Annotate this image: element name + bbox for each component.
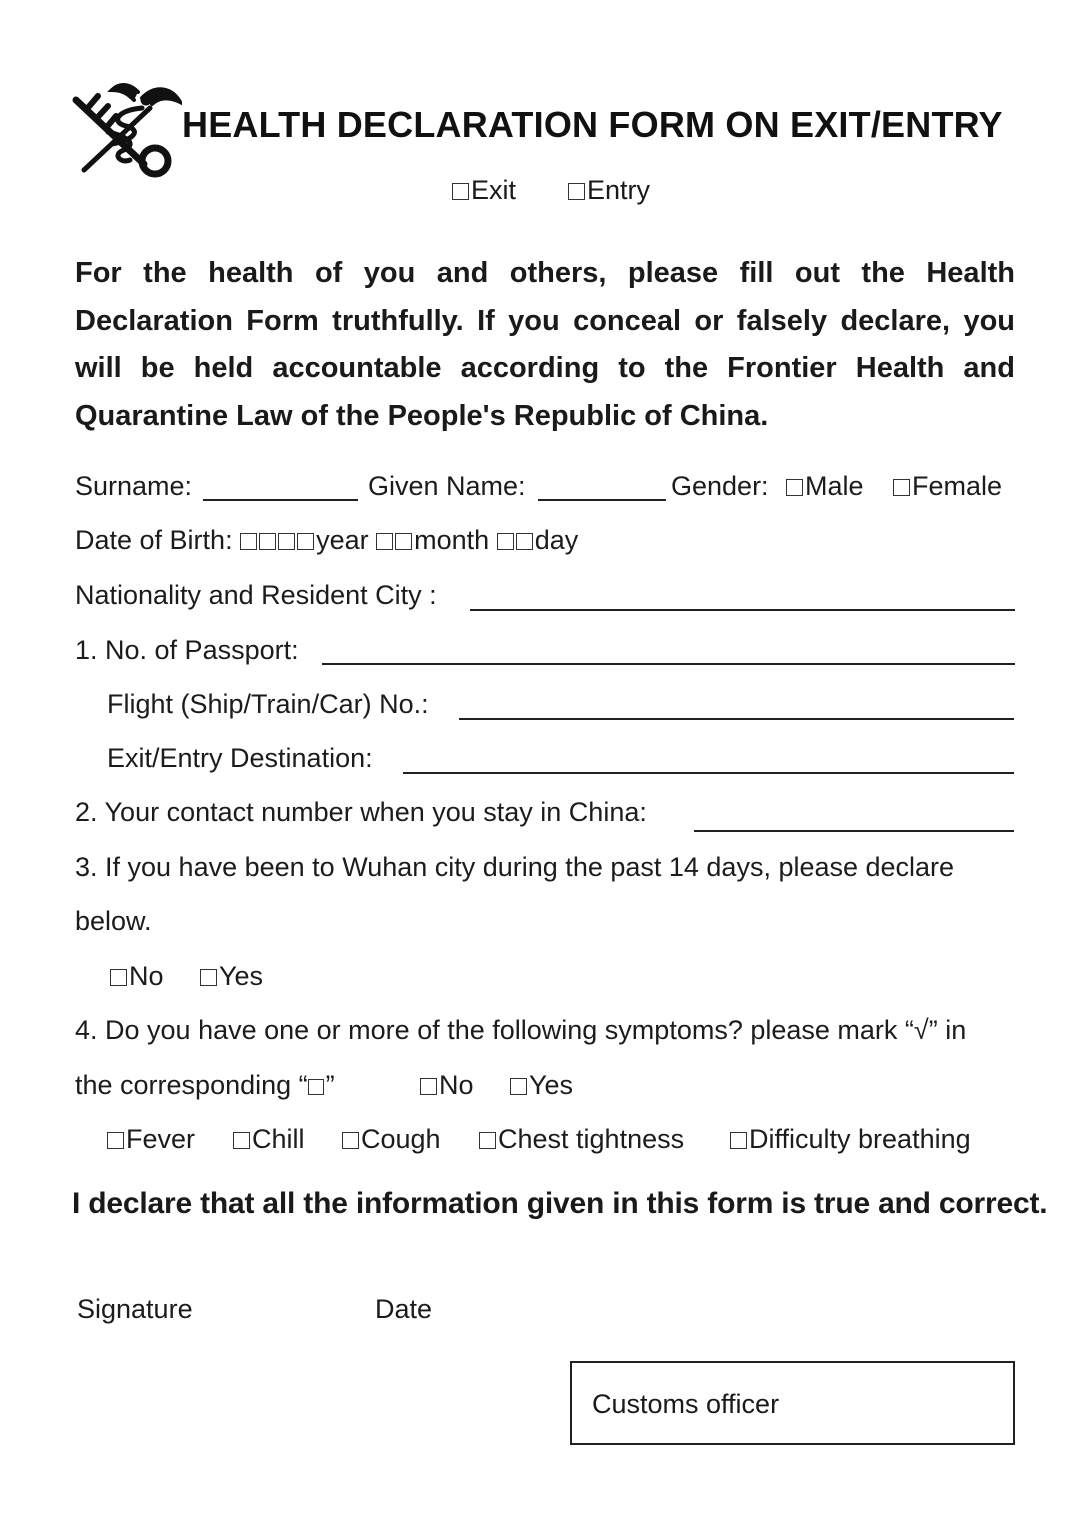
entry-label: Entry: [587, 175, 651, 205]
symptom-label: Chest tightness: [498, 1124, 685, 1154]
male-option[interactable]: [786, 471, 864, 502]
symptoms-yes-checkbox[interactable]: [510, 1078, 527, 1095]
symptom-fever[interactable]: [107, 1124, 195, 1155]
entry-checkbox[interactable]: [568, 183, 585, 200]
customs-emblem-icon: [72, 78, 182, 186]
surname-field[interactable]: [203, 499, 358, 501]
date-of-birth-row: [75, 525, 578, 556]
year-digit-box[interactable]: [240, 533, 257, 550]
gender-label: Gender:: [671, 471, 769, 501]
symptoms-yes-label: Yes: [529, 1070, 574, 1100]
destination-field[interactable]: [403, 772, 1014, 774]
exit-label: Exit: [471, 175, 517, 205]
symptoms-no-checkbox[interactable]: [420, 1078, 437, 1095]
chest-tightness-checkbox[interactable]: [479, 1132, 496, 1149]
chill-checkbox[interactable]: [233, 1132, 250, 1149]
date-label: Date: [375, 1294, 433, 1324]
male-label: Male: [805, 471, 864, 501]
given-name-field[interactable]: [538, 499, 666, 501]
year-digit-box[interactable]: [259, 533, 276, 550]
symptom-chill[interactable]: [233, 1124, 305, 1155]
dob-label: Date of Birth:: [75, 525, 233, 555]
month-digit-box[interactable]: [395, 533, 412, 550]
month-label: month: [414, 525, 490, 555]
female-label: Female: [912, 471, 1003, 501]
month-digit-box[interactable]: [376, 533, 393, 550]
wuhan-no-checkbox[interactable]: [110, 969, 127, 986]
wuhan-yes-label: Yes: [219, 961, 264, 991]
symptoms-no-option[interactable]: [420, 1070, 474, 1101]
flight-field[interactable]: [459, 718, 1014, 720]
wuhan-no-label: No: [129, 961, 164, 991]
female-checkbox[interactable]: [893, 479, 910, 496]
symptoms-yes-option[interactable]: [510, 1070, 573, 1101]
male-checkbox[interactable]: [786, 479, 803, 496]
symptom-label: Fever: [126, 1124, 196, 1154]
declaration-statement: I declare that all the information given in this form is true and correct.: [72, 1187, 1048, 1220]
day-digit-box[interactable]: [497, 533, 514, 550]
year-digit-box[interactable]: [297, 533, 314, 550]
symptoms-no-label: No: [439, 1070, 474, 1100]
checkbox-glyph-example: [308, 1079, 324, 1095]
exit-option[interactable]: [452, 175, 516, 206]
contact-field[interactable]: [694, 830, 1014, 832]
form-title: HEALTH DECLARATION FORM ON EXIT/ENTRY: [182, 104, 1003, 145]
intro-paragraph: For the health of you and others, please fill out the Health Declaration Form truthfully. If you conceal or falsely declare, you will be held accountable according to the Frontier Health and Quarantine Law of the People's Republic of China.: [75, 257, 1015, 432]
symptoms-line2-prefix: the corresponding “: [75, 1070, 308, 1100]
wuhan-yes-option[interactable]: [200, 961, 263, 992]
symptoms-line2-suffix: ”: [325, 1070, 335, 1100]
symptoms-question-line2: [75, 1070, 335, 1101]
wuhan-yes-checkbox[interactable]: [200, 969, 217, 986]
difficulty-breathing-checkbox[interactable]: [730, 1132, 747, 1149]
wuhan-question-line2: below.: [75, 906, 152, 936]
customs-officer-box: [570, 1361, 1015, 1445]
passport-field[interactable]: [322, 663, 1015, 665]
cough-checkbox[interactable]: [342, 1132, 359, 1149]
symptom-cough[interactable]: [342, 1124, 441, 1155]
passport-label: 1. No. of Passport:: [75, 635, 299, 665]
fever-checkbox[interactable]: [107, 1132, 124, 1149]
entry-option[interactable]: [568, 175, 650, 206]
wuhan-no-option[interactable]: [110, 961, 164, 992]
year-label: year: [316, 525, 369, 555]
surname-label: Surname:: [75, 471, 193, 501]
female-option[interactable]: [893, 471, 1002, 502]
symptom-label: Cough: [361, 1124, 441, 1154]
flight-label: Flight (Ship/Train/Car) No.:: [107, 689, 429, 719]
day-digit-box[interactable]: [516, 533, 533, 550]
nationality-field[interactable]: [470, 609, 1015, 611]
wuhan-question-line1: 3. If you have been to Wuhan city during the past 14 days, please declare: [75, 852, 955, 882]
day-label: day: [534, 525, 579, 555]
destination-label: Exit/Entry Destination:: [107, 743, 373, 773]
nationality-label: Nationality and Resident City :: [75, 580, 437, 610]
symptom-difficulty-breathing[interactable]: [730, 1124, 971, 1155]
symptom-label: Difficulty breathing: [749, 1124, 971, 1154]
year-digit-box[interactable]: [278, 533, 295, 550]
symptoms-question-line1: 4. Do you have one or more of the following symptoms? please mark “√” in: [75, 1015, 967, 1045]
customs-officer-label: Customs officer: [592, 1389, 780, 1419]
symptom-label: Chill: [252, 1124, 305, 1154]
exit-checkbox[interactable]: [452, 183, 469, 200]
given-name-label: Given Name:: [368, 471, 526, 501]
contact-label: 2. Your contact number when you stay in China:: [75, 797, 647, 827]
signature-label: Signature: [77, 1294, 193, 1324]
symptom-chest-tightness[interactable]: [479, 1124, 684, 1155]
